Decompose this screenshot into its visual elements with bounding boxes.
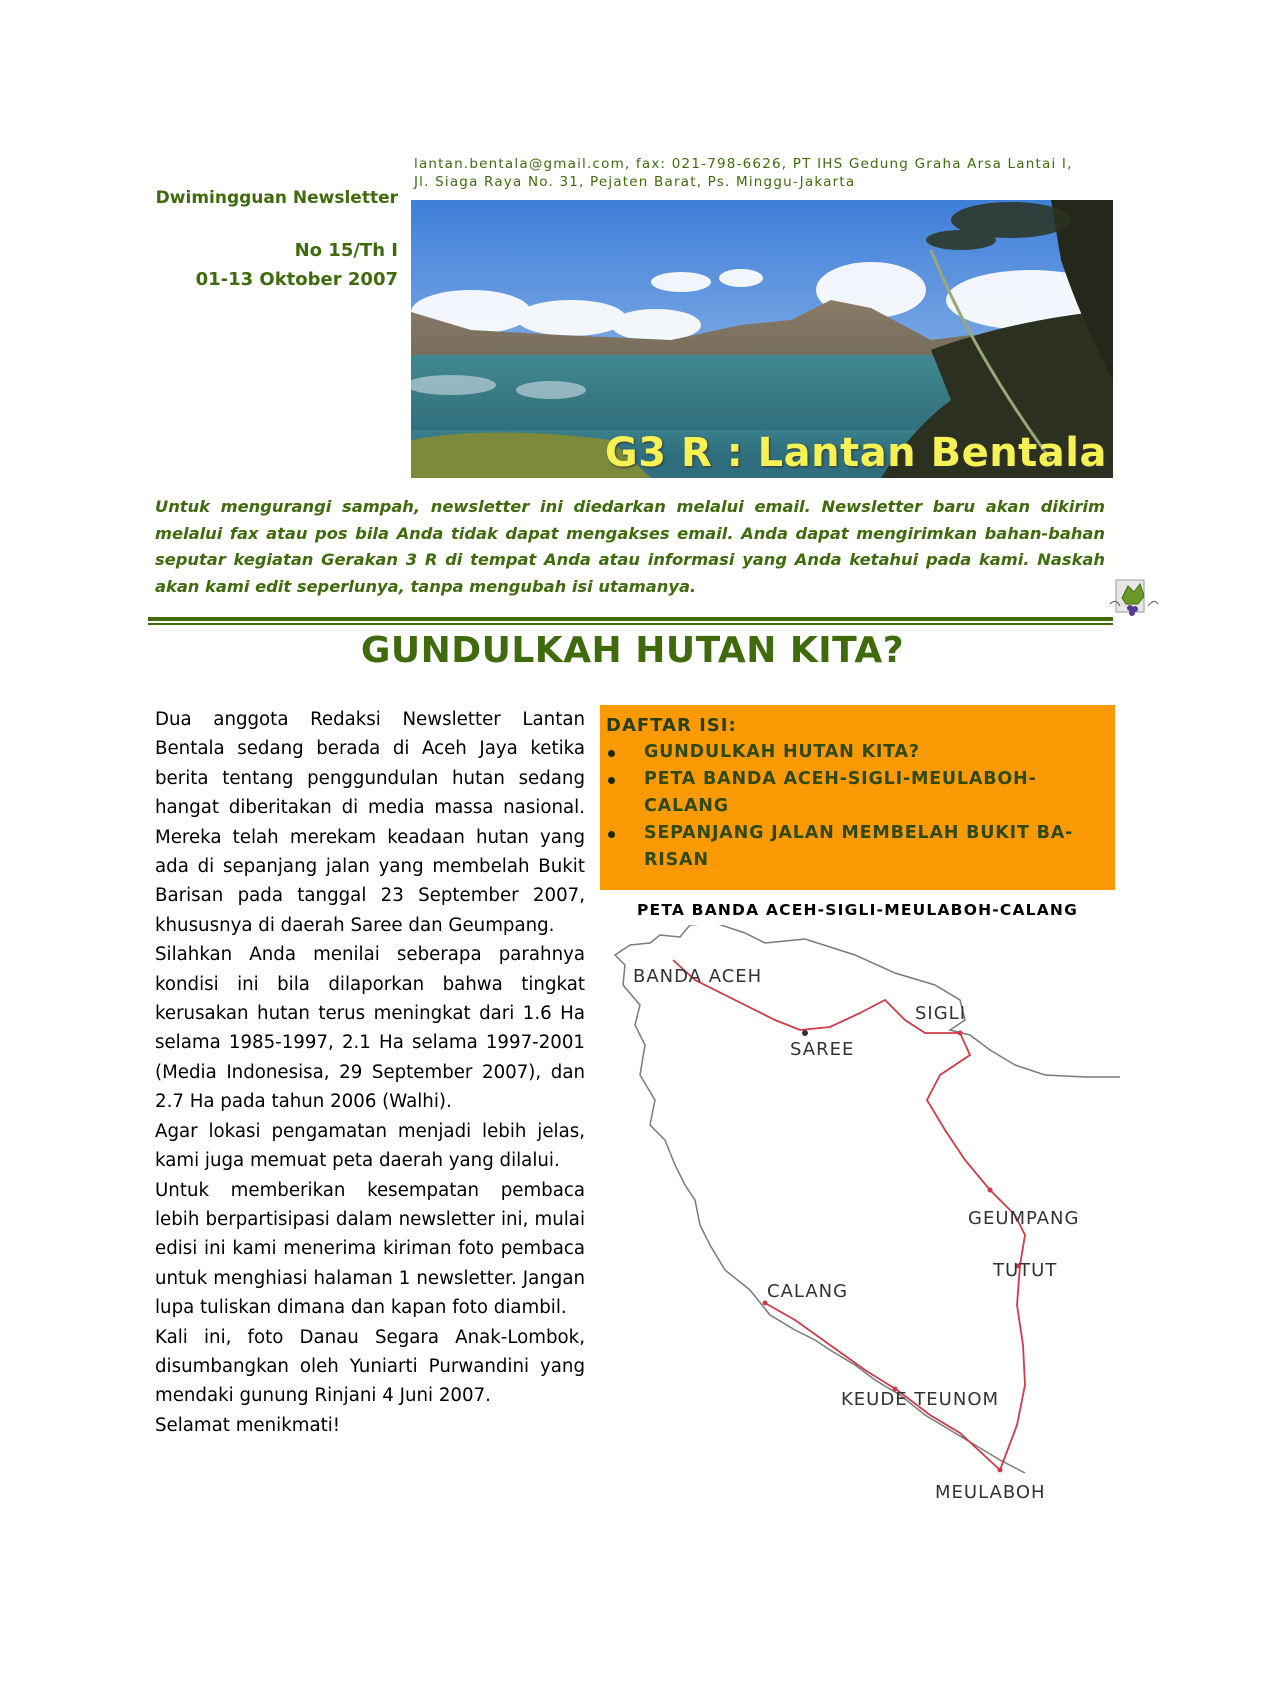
contact-info <box>414 155 1114 191</box>
newsletter-label: Dwimingguan Newsletter <box>155 188 398 208</box>
route-line-coast <box>765 1303 1000 1470</box>
town-marker-sigli <box>958 1031 963 1036</box>
contact-line-1: lantan.bentala@gmail.com, fax: 021-798-6626, PT IHS Gedung Graha Arsa Lantai I, <box>414 156 1073 172</box>
map-label-banda-aceh: BANDA ACEH <box>633 966 763 987</box>
toc-item[interactable] <box>606 820 1105 874</box>
article-paragraph: Silahkan Anda menilai seberapa parahnya kondisi ini bila dilaporkan bahwa tingkat kerusakan hutan terus meningkat dari 1.6 Ha selama 1985-1997, 2.1 Ha selama 1997-2001 (Media Indonesisa, 29 September 2007), dan 2.7 Ha pada tahun 2006 (Walhi). <box>155 944 585 1113</box>
grape-leaf-clipart-icon <box>1108 578 1160 618</box>
banner-title: G3 R : Lantan Bentala <box>604 430 1107 476</box>
map-label-calang: CALANG <box>767 1281 849 1302</box>
map-label-sigli: SIGLI <box>915 1003 967 1024</box>
toc-item-label: SEPANJANG JALAN MEMBELAH BUKIT BA-RISAN <box>644 823 1074 870</box>
divider-thick <box>148 617 1113 621</box>
article-paragraph: Selamat menikmati! <box>155 1414 341 1436</box>
toc-title: DAFTAR ISI: <box>606 715 737 736</box>
bullet-icon <box>608 750 615 757</box>
toc-item-label: PETA BANDA ACEH-SIGLI-MEULABOH-CALANG <box>644 769 1037 816</box>
divider-thin <box>148 623 1113 625</box>
map-label-tutut: TUTUT <box>993 1260 1058 1281</box>
bullet-icon <box>608 831 615 838</box>
town-marker-geumpang <box>988 1188 993 1193</box>
coastline-north <box>615 925 1120 1077</box>
intro-text: Untuk mengurangi sampah, newsletter ini diedarkan melalui email. Newsletter baru akan dikirim melalui fax atau pos bila Anda tidak dapat mengakses email. Anda dapat mengirimkan bahan-bahan seputar kegiatan Gerakan 3 R di tempat Anda atau informasi yang Anda ketahui pada kami. Naskah akan kami edit seperlunya, tanpa mengubah isi utamanya. <box>155 497 1105 596</box>
issue-number: No 15/Th I <box>294 240 398 261</box>
article-paragraph: Untuk memberikan kesempatan pembaca lebih berpartisipasi dalam newsletter ini, mulai edisi ini kami menerima kiriman foto pembaca untuk menghiasi halaman 1 newsletter. Jangan lupa tuliskan dimana dan kapan foto diambil. <box>155 1179 585 1319</box>
town-marker-meulaboh <box>998 1468 1003 1473</box>
toc-item-label: GUNDULKAH HUTAN KITA? <box>644 742 920 762</box>
map-label-keude-teunom: KEUDE TEUNOM <box>841 1389 1000 1410</box>
route-map <box>605 925 1120 1525</box>
toc-item[interactable] <box>606 739 1105 766</box>
article-title: GUNDULKAH HUTAN KITA? <box>360 630 905 671</box>
contact-line-2: Jl. Siaga Raya No. 31, Pejaten Barat, Ps. Minggu-Jakarta <box>414 174 856 190</box>
banner-photo <box>411 200 1113 478</box>
article-body <box>155 705 585 1440</box>
map-caption: PETA BANDA ACEH-SIGLI-MEULABOH-CALANG <box>636 901 1079 919</box>
bullet-icon <box>608 777 615 784</box>
map-label-geumpang: GEUMPANG <box>968 1208 1080 1229</box>
article-paragraph: Dua anggota Redaksi Newsletter Lantan Bentala sedang berada di Aceh Jaya ketika berita tentang penggundulan hutan sedang hangat diberitakan di media massa nasional. Mereka telah merekam keadaan hutan yang ada di sepanjang jalan yang membelah Bukit Barisan pada tanggal 23 September 2007, khususnya di daerah Saree dan Geumpang. <box>155 709 585 936</box>
map-drawing <box>605 925 1120 1525</box>
article-paragraph: Kali ini, foto Danau Segara Anak-Lombok, disumbangkan oleh Yuniarti Purwandini yang mendaki gunung Rinjani 4 Juni 2007. <box>155 1326 585 1407</box>
map-label-saree: SAREE <box>790 1039 855 1060</box>
map-label-meulaboh: MEULABOH <box>935 1482 1046 1503</box>
article-paragraph: Agar lokasi pengamatan menjadi lebih jelas, kami juga memuat peta daerah yang dilalui. <box>155 1120 585 1172</box>
toc-list <box>606 739 1105 874</box>
issue-date: 01-13 Oktober 2007 <box>195 269 398 290</box>
table-of-contents <box>600 705 1115 890</box>
town-marker-saree <box>802 1030 808 1036</box>
toc-item[interactable] <box>606 766 1105 820</box>
